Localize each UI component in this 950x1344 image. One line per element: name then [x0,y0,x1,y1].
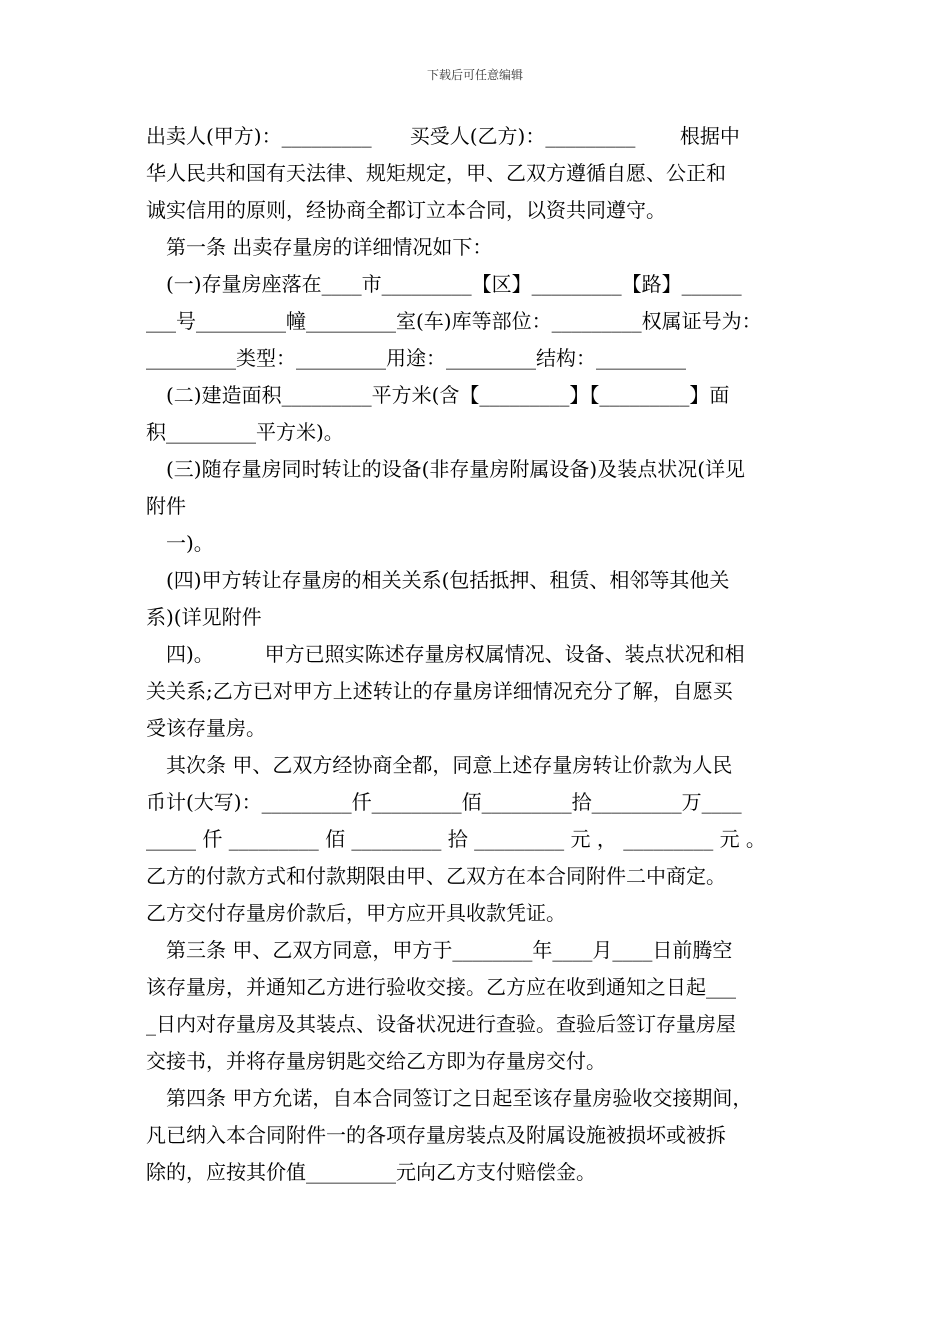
text-line: 第四条 甲方允诺，自本合同签订之日起至该存量房验收交接期间， [166,1086,753,1110]
text-line: _____ 仟 _________ 佰 _________ 拾 _________ 元 ， _________ 元 。 [146,827,766,851]
text-line: _日内对存量房及其装点、设备状况进行查验。查验后签订存量房屋 [146,1012,736,1036]
text-line: 诚实信用的原则，经协商全都订立本合同，以资共同遵守。 [146,198,666,222]
text-line: 乙方的付款方式和付款期限由甲、乙双方在本合同附件二中商定。 [146,864,726,888]
text-line: _________类型：_________用途：_________结构：_________ [146,346,686,370]
text-line: 积_________平方米)。 [146,420,344,444]
text-line: 受该存量房。 [146,716,266,740]
text-line: 乙方交付存量房价款后，甲方应开具收款凭证。 [146,901,566,925]
text-line: 出卖人(甲方)：_________ 买受人(乙方)：_________ 根据中 [146,124,740,148]
page-header-note: 下载后可任意编辑 [426,68,523,82]
text-line: 华人民共和国有天法律、规矩规定，甲、乙双方遵循自愿、公正和 [146,161,726,185]
text-line: 币计(大写)：_________仟_________佰_________拾_________万____ [146,790,742,814]
text-line: 除的，应按其价值_________元向乙方支付赔偿金。 [146,1160,596,1184]
text-line: 一)。 [166,531,214,555]
text-line: 附件 [146,494,186,518]
text-line: 交接书，并将存量房钥匙交给乙方即为存量房交付。 [146,1049,606,1073]
text-line: 凡已纳入本合同附件一的各项存量房装点及附属设施被损坏或被拆 [146,1123,726,1147]
text-line: 关关系;乙方已对甲方上述转让的存量房详细情况充分了解，自愿买 [146,679,733,703]
text-line: (二)建造面积_________平方米(含【_________】【_________】面 [166,383,730,407]
text-line: (一)存量房座落在____市_________【区】_________【路】______ [166,272,742,296]
text-line: 其次条 甲、乙双方经协商全都，同意上述存量房转让价款为人民 [166,753,733,777]
text-line: 第一条 出卖存量房的详细情况如下： [166,235,493,259]
text-line: ___号_________幢_________室(车)库等部位：_________权属证号为： [146,309,762,333]
contract-body [146,118,810,1191]
text-line: 四)。 甲方已照实陈述存量房权属情况、设备、装点状况和相 [166,642,745,666]
text-line: (四)甲方转让存量房的相关关系(包括抵押、租赁、相邻等其他关 [166,568,730,592]
text-line: (三)随存量房同时转让的设备(非存量房附属设备)及装点状况(详见 [166,457,746,481]
text-line: 该存量房，并通知乙方进行验收交接。乙方应在收到通知之日起___ [146,975,736,999]
text-line: 第三条 甲、乙双方同意，甲方于________年____月____日前腾空 [166,938,733,962]
text-line: 系)(详见附件 [146,605,262,629]
